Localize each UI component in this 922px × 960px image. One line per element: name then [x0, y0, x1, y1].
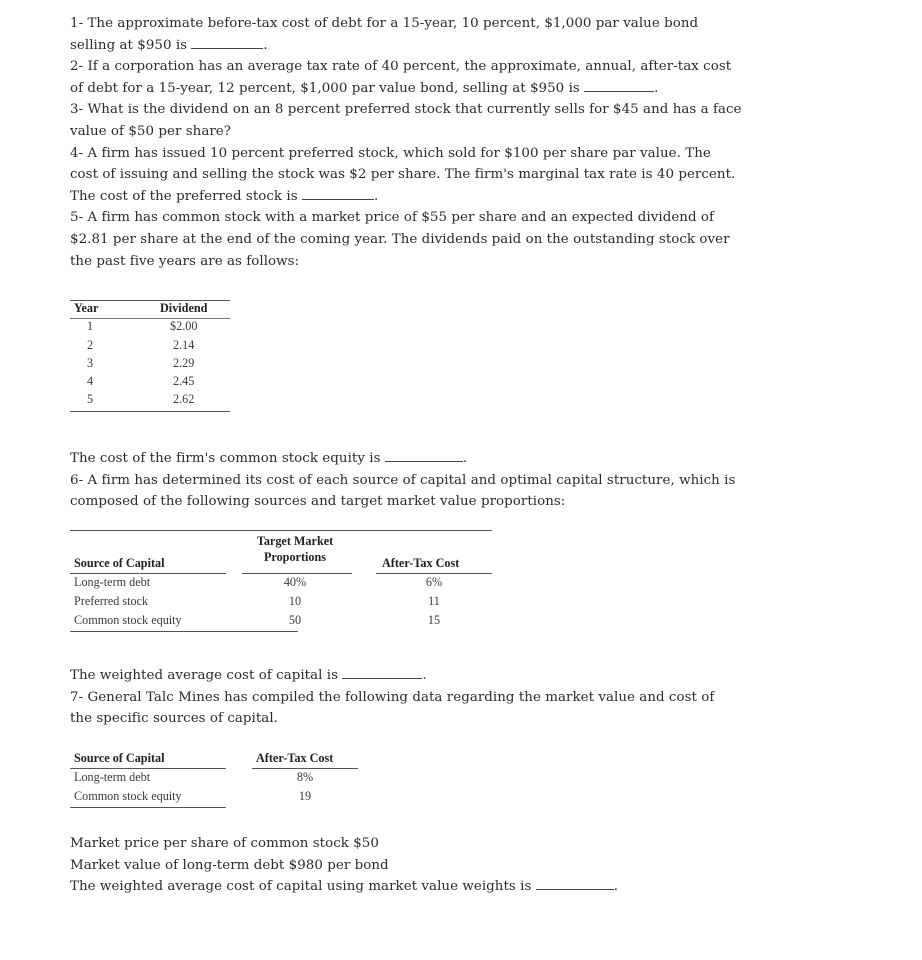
q3-line1: 3- What is the dividend on an 8 percent preferred stock that currently sells for $45 and has a face — [70, 102, 742, 118]
q7-market-value-debt: Market value of long-term debt $980 per bond — [70, 857, 389, 873]
q6-answer-line: The weighted average cost of capital is . — [70, 665, 830, 687]
question-1: 1- The approximate before-tax cost of debt for a 15-year, 10 percent, $1,000 par value bond selling at $950 is . — [70, 16, 699, 53]
table-cell: 5 — [86, 392, 94, 406]
capital-structure-table — [70, 530, 492, 640]
table-cell: 8% — [296, 770, 314, 784]
question-2: 2- If a corporation has an average tax rate of 40 percent, the approximate, annual, after-tax cost of debt for a 15-year, 12 percent, $1,000 par value bond, selling at $950 is . — [70, 59, 732, 96]
table-cell: 2.62 — [173, 392, 195, 406]
q2-line1: 2- If a corporation has an average tax rate of 40 percent, the approximate, annual, after-tax cost — [70, 59, 732, 75]
table-cell: Long-term debt — [74, 770, 151, 784]
q1-line1: 1- The approximate before-tax cost of debt for a 15-year, 10 percent, $1,000 par value bond — [70, 16, 699, 31]
q7-market-price: Market price per share of common stock $50 — [70, 836, 379, 851]
q4-line1: 4- A firm has issued 10 percent preferred stock, which sold for $100 per share par value. The — [70, 145, 711, 161]
answer-blank — [302, 186, 374, 200]
table-cell: 11 — [428, 594, 440, 608]
table-cell: 2 — [86, 338, 94, 352]
table-cell: 4 — [86, 374, 94, 388]
q5-answer-line: The cost of the firm's common stock equity is . — [70, 448, 830, 470]
document-body-4 — [70, 833, 830, 898]
q5-line1: 5- A firm has common stock with a market price of $55 per share and an expected dividend of — [70, 210, 715, 226]
table-cell: 6% — [425, 575, 443, 589]
table-cell: 2.45 — [173, 374, 195, 388]
question-4: 4- A firm has issued 10 percent preferred stock, which sold for $100 per share par value. The cost of issuing and selling the stock was $2 per share. The firm's marginal tax rate is 40 percent. The cost of the preferred stock is . — [70, 145, 736, 204]
q7-line1: 7- General Talc Mines has compiled the following data regarding the market value and cost of — [70, 689, 715, 705]
document-body-3 — [70, 665, 830, 730]
question-6 — [70, 470, 830, 513]
table-cell: 15 — [427, 613, 441, 627]
table-cell: Common stock equity — [74, 613, 182, 627]
q4-line3: The cost of the preferred stock is — [70, 188, 298, 204]
q6-line2: composed of the following sources and target market value proportions: — [70, 494, 566, 510]
table-cell: Long-term debt — [74, 575, 151, 589]
col-header-year: Year — [74, 301, 99, 315]
q4-line2: cost of issuing and selling the stock was $2 per share. The firm's marginal tax rate is 40 percent. — [70, 167, 736, 183]
col-header-source: Source of Capital — [74, 751, 165, 765]
col-header-target-1: Target Market — [256, 534, 334, 548]
col-header-cost: After-Tax Cost — [256, 751, 334, 765]
table-cell: 19 — [298, 789, 312, 803]
q7-line2: the specific sources of capital. — [70, 711, 278, 727]
question-5 — [70, 207, 830, 272]
table-cell: Common stock equity — [74, 789, 182, 803]
question-7 — [70, 687, 830, 730]
table-cell: 40% — [283, 575, 307, 589]
q3-line2: value of $50 per share? — [70, 123, 232, 139]
table-cell: 2.14 — [173, 338, 195, 352]
answer-blank — [536, 876, 614, 890]
table-cell: 3 — [86, 356, 94, 370]
table-cell: 1 — [86, 319, 94, 333]
table-cell: 2.29 — [173, 356, 195, 370]
q2-line2: of debt for a 15-year, 12 percent, $1,000 par value bond, selling at $950 is — [70, 80, 580, 96]
market-value-table — [70, 751, 360, 811]
col-header-source: Source of Capital — [74, 556, 165, 570]
table-cell: $2.00 — [170, 319, 198, 333]
q6-line1: 6- A firm has determined its cost of each source of capital and optimal capital structure, which is — [70, 472, 736, 488]
q5-line2: $2.81 per share at the end of the coming year. The dividends paid on the outstanding stock over — [70, 231, 730, 247]
table-cell: 50 — [288, 613, 302, 627]
col-header-dividend: Dividend — [160, 301, 208, 315]
col-header-target-2: Proportions — [263, 550, 327, 564]
q1-line2: selling at $950 is — [70, 37, 188, 53]
answer-blank — [385, 448, 463, 462]
col-header-cost: After-Tax Cost — [382, 556, 460, 570]
q7-answer-line: The weighted average cost of capital using market value weights is . — [70, 876, 830, 898]
answer-blank — [584, 78, 654, 92]
document-body — [70, 13, 830, 272]
dividend-table — [70, 300, 230, 420]
document-body-2 — [70, 448, 830, 513]
answer-blank — [342, 665, 422, 679]
table-cell: Preferred stock — [74, 594, 149, 608]
q5-line3: the past five years are as follows: — [70, 253, 300, 269]
question-3 — [70, 99, 830, 142]
answer-blank — [191, 35, 263, 49]
table-cell: 10 — [288, 594, 302, 608]
